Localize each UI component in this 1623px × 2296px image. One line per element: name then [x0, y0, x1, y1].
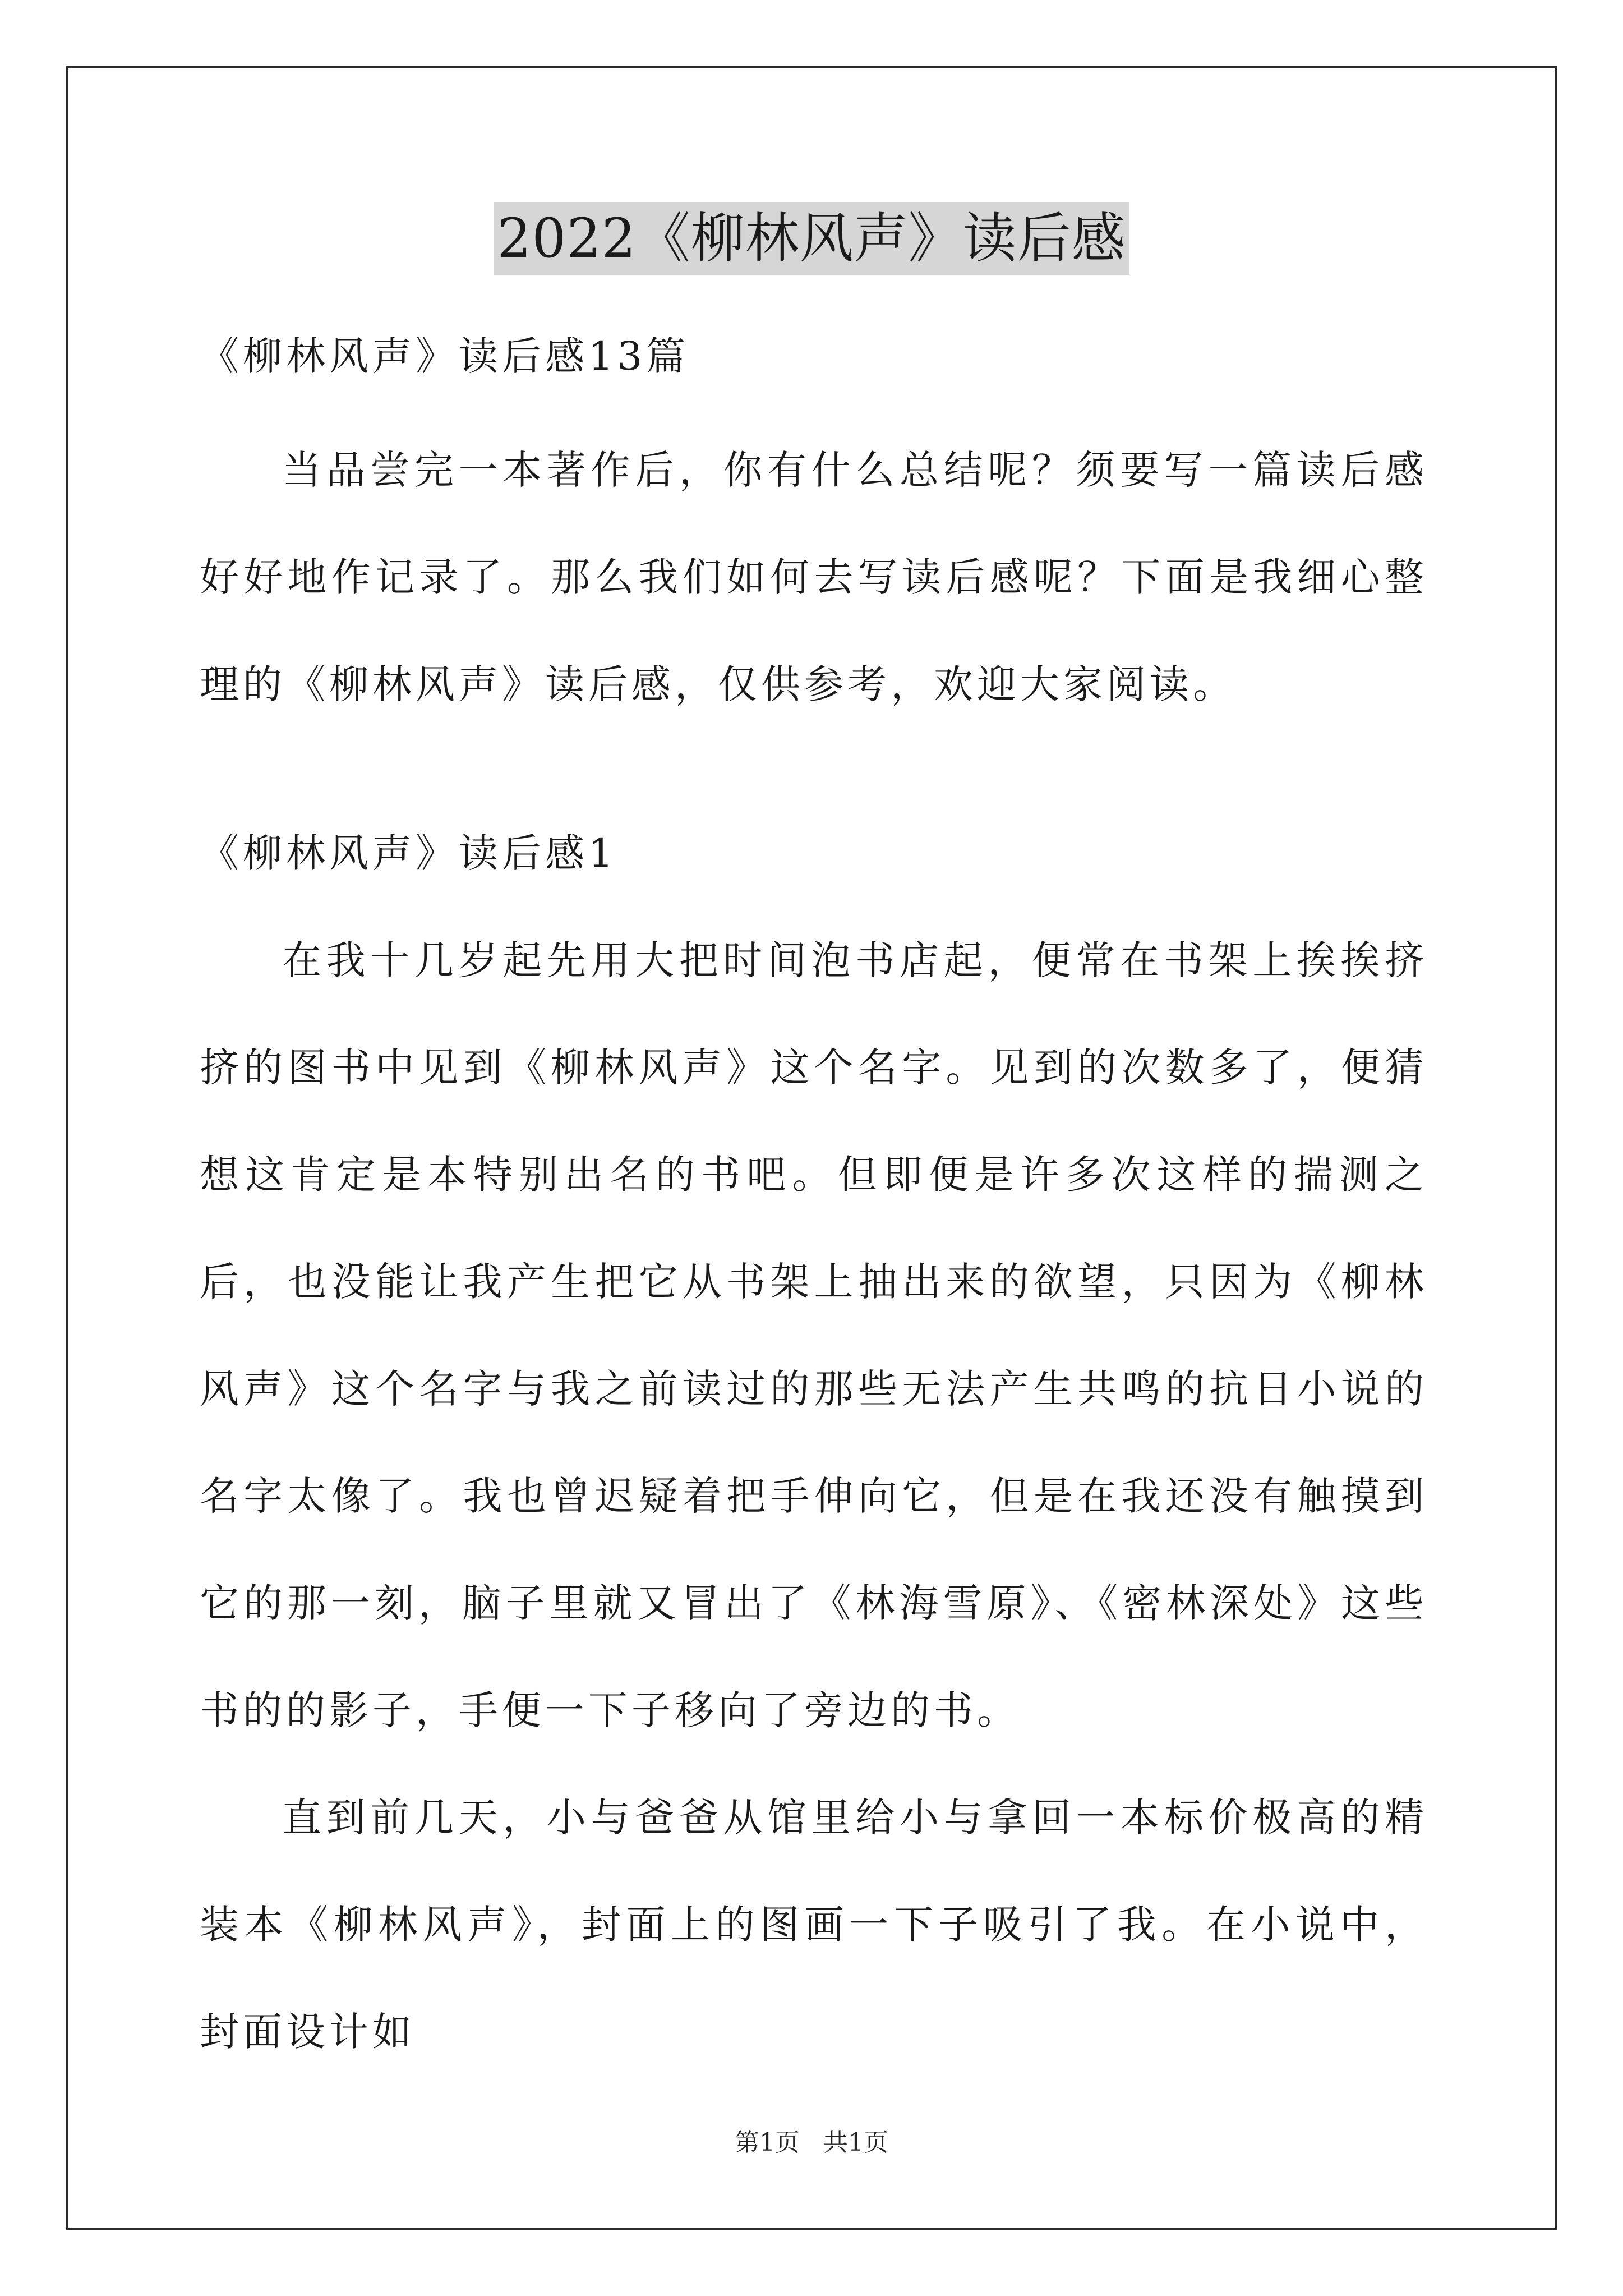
document-subtitle: 《柳林风声》读后感13篇 — [200, 333, 690, 379]
document-title: 2022《柳林风声》读后感 — [494, 202, 1129, 275]
body-paragraph: 直到前几天，小与爸爸从馆里给小与拿回一本标价极高的精装本《柳林风声》，封面上的图画一下子吸引了我。在小说中，封面设计如 — [200, 1795, 1428, 2055]
intro-paragraph: 当品尝完一本著作后，你有什么总结呢？须要写一篇读后感好好地作记录了。那么我们如何去写读后感呢？下面是我细心整理的《柳林风声》读后感，仅供参考，欢迎大家阅读。 — [200, 447, 1428, 707]
document-body — [200, 303, 1428, 2086]
section-heading: 《柳林风声》读后感1 — [200, 830, 617, 876]
body-paragraph: 在我十几岁起先用大把时间泡书店起，便常在书架上挨挨挤挤的图书中见到《柳林风声》这个名字。见到的次数多了，便猜想这肯定是本特别出名的书吧。但即便是许多次这样的揣测之后，也没能让我产生把它从书架上抽出来的欲望，只因为《柳林风声》这个名字与我之前读过的那些无法产生共鸣的抗日小说的名字太像了。我也曾迟疑着把手伸向它，但是在我还没有触摸到它的那一刻，脑子里就又冒出了《林海雪原》、《密林深处》这些书的的影子，手便一下子移向了旁边的书。 — [200, 937, 1428, 1733]
title-container — [0, 202, 1623, 275]
page-footer: 第1页 共1页 — [735, 2128, 888, 2157]
